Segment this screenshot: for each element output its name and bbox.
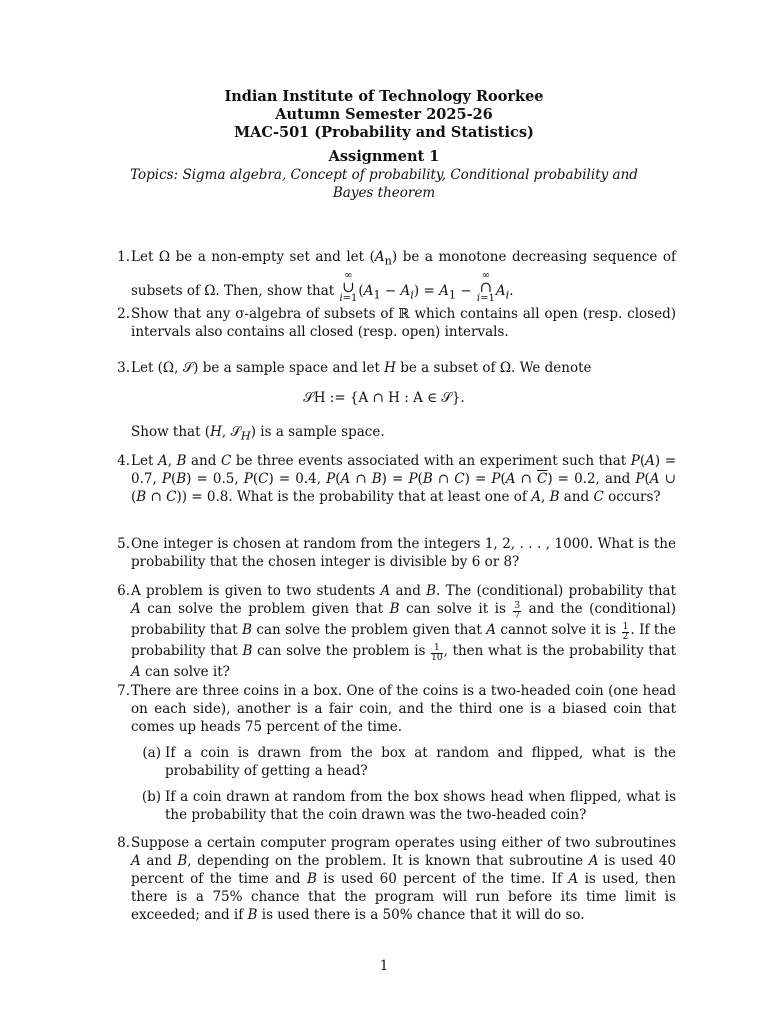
question-text: Let Ω be a non-empty set and let $(A_n)$ be a monotone decreasing sequence of subsets of Ω. Then, show that ∞ ∪ $i=1(A_1 - A_i) = A_1$ − ∞ ∩ $i=1A_i$. — [131, 249, 676, 304]
page-number: 1 — [379, 958, 389, 974]
subpart-a — [131, 744, 676, 780]
question-1 — [110, 248, 676, 304]
question-number: 6. — [117, 583, 130, 599]
topics-line: Topics: Sigma algebra, Concept of probability, Conditional probability and Bayes theorem — [130, 167, 638, 201]
question-text: Show that (H, 𝒮$_H$) is a sample space. — [131, 424, 385, 443]
question-number: 8. — [117, 835, 130, 851]
subpart-label: (b) — [141, 789, 161, 805]
question-number: 5. — [117, 536, 130, 552]
question-text: There are three coins in a box. One of the coins is a two-headed coin (one head on each side), another is a fair coin, and the third one is a biased coin that comes up heads 75 percent of the time. — [131, 683, 676, 735]
question-6 — [110, 582, 676, 681]
question-number: 1. — [117, 249, 130, 265]
question-4 — [110, 452, 676, 506]
question-3-continued — [110, 423, 676, 446]
semester: Autumn Semester 2025-26 — [275, 106, 493, 123]
question-2 — [110, 305, 676, 341]
question-text: Show that any σ-algebra of subsets of ℝ which contains all open (resp. closed) intervals also contains all closed (resp. open) intervals. — [131, 306, 676, 340]
subpart-text: If a coin drawn at random from the box shows head when flipped, what is the probability that the coin drawn was the two-headed coin? — [165, 789, 676, 823]
assignment-title: Assignment 1 — [328, 148, 440, 165]
question-number: 7. — [117, 683, 130, 699]
question-5 — [110, 535, 676, 571]
question-text: One integer is chosen at random from the integers 1, 2, . . . , 1000. What is the probability that the chosen integer is divisible by 6 or 8? — [131, 536, 676, 570]
question-number: 2. — [117, 306, 130, 322]
question-8 — [110, 834, 676, 924]
question-3 — [110, 359, 676, 377]
question-text: Suppose a certain computer program operates using either of two subroutines A and B, depending on the problem. It is known that subroutine A is used 40 percent of the time and B is used 60 percent of the time. If A is used, then there is a 75% chance that the program will run before its time limit is exceeded; and if B is used there is a 50% chance that it will do so. — [131, 835, 676, 923]
question-number: 3. — [117, 360, 130, 376]
question-number: 4. — [117, 453, 130, 469]
course-title: MAC-501 (Probability and Statistics) — [234, 124, 534, 141]
display-equation: 𝒮H := {A ∩ H : A ∈ 𝒮}. — [303, 390, 465, 406]
institute-name: Indian Institute of Technology Roorkee — [224, 88, 544, 105]
subpart-label: (a) — [142, 745, 161, 761]
question-text: Let A, B and C be three events associated with an experiment such that P(A) = 0.7, P(B) = 0.5, P(C) = 0.4, P(A ∩ B) = P(B ∩ C) = P(A ∩ $\overline{C}) = 0.2$, and P(A ∪ (B ∩ C)) = 0.8. What is the probability that at least one of A, B and C occurs? — [131, 453, 677, 505]
question-7 — [110, 682, 676, 824]
subpart-b — [131, 788, 676, 824]
subpart-text: If a coin is drawn from the box at random and flipped, what is the probability of getting a head? — [165, 745, 676, 779]
question-text: Let (Ω, 𝒮) be a sample space and let H be a subset of Ω. We denote — [131, 360, 592, 376]
question-text: A problem is given to two students A and B. The (conditional) probability that A can solve the problem given that B can solve it is $\frac{3}{7}$ and the (conditional) probability that B can solve the problem given that A cannot solve it is $\frac{1}{2}$ . If the probability that B can solve the problem is $\frac{1}{10}$ , then what is the probability that A can solve it? — [131, 583, 676, 680]
